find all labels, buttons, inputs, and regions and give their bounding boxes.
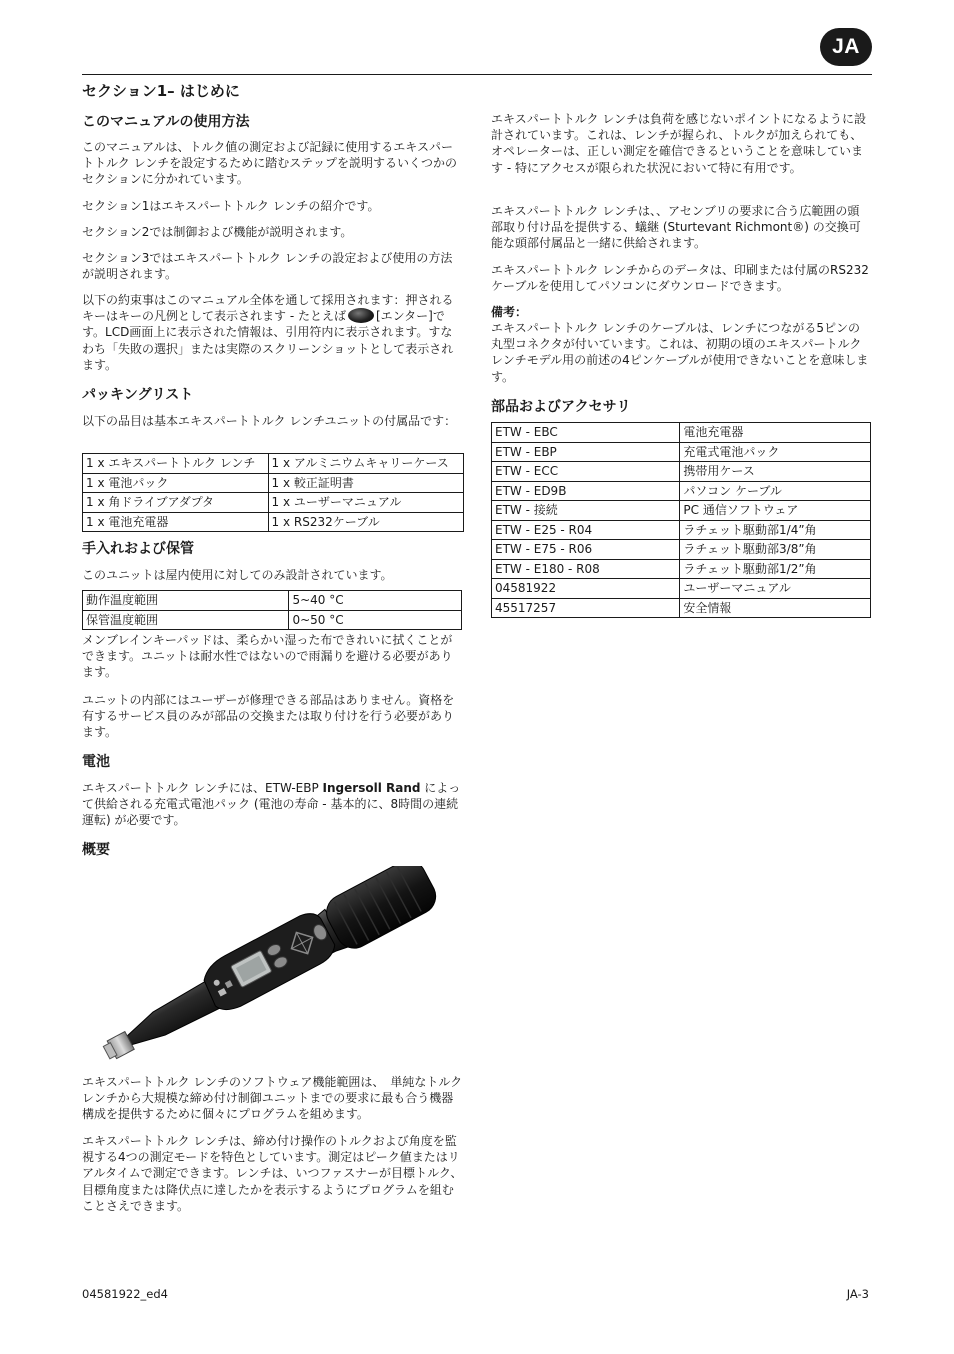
care-heading: 手入れおよび保管 [82, 541, 194, 557]
table-row [492, 559, 871, 579]
right-paragraph-1: エキスパートトルク レンチは負荷を感じないポイントになるように設計されています。これは、レンチが握られ、トルクが加えられても、オペレーターは、正しい測定を確信できるということを意味しています - 特にアクセスが限られた状況において特に有用です。 [491, 112, 867, 175]
table-cell: 動作温度範囲 [83, 591, 289, 611]
overview-paragraph-1: エキスパートトルク レンチのソフトウェア機能範囲は、 単純なトルクレンチから大規模な締め付け制御ユニットまでの要求に最も合う機器構成を提供するために個々にプログラムを組めます。 [82, 1075, 463, 1122]
table-cell: ETW - E180 - R08 [492, 559, 680, 579]
table-cell: PC 通信ソフトウェア [680, 501, 871, 521]
table-row [83, 473, 464, 493]
table-row [492, 442, 871, 462]
manual-paragraph-3: セクション2では制御および機能が説明されます。 [82, 225, 353, 239]
temperature-table [82, 590, 462, 630]
table-cell: ETW - EBP [492, 442, 680, 462]
parts-table [491, 422, 871, 618]
table-row [83, 512, 464, 532]
care-paragraph-1: メンブレインキーパッドは、柔らかい湿った布できれいに拭くことができます。ユニットは耐水性ではないので雨漏りを避ける必要があります。 [82, 633, 453, 680]
table-cell: ラチェット駆動部1/2”角 [680, 559, 871, 579]
table-row [492, 520, 871, 540]
table-cell: 安全情報 [680, 598, 871, 618]
table-cell: ETW - ED9B [492, 481, 680, 501]
table-cell: ETW - 接続 [492, 501, 680, 521]
table-cell: ETW - E25 - R04 [492, 520, 680, 540]
footer-page-number: JA-3 [846, 1287, 869, 1301]
table-cell: 保管温度範囲 [83, 610, 289, 630]
table-cell: ユーザーマニュアル [680, 579, 871, 599]
manual-paragraph-4: セクション3ではエキスパートトルク レンチの設定および使用の方法が説明されます。 [82, 251, 453, 282]
manual-paragraph-2: セクション1はエキスパートトルク レンチの紹介です。 [82, 199, 380, 213]
table-cell: ラチェット駆動部3/8”角 [680, 540, 871, 560]
table-cell: 1 x 較正証明書 [268, 473, 463, 493]
table-cell: 電池充電器 [680, 423, 871, 443]
manual-paragraph-5 [82, 292, 464, 373]
table-row [492, 462, 871, 482]
overview-heading: 概要 [82, 842, 110, 858]
care-paragraph-2: ユニットの内部にはユーザーが修理できる部品はありません。資格を有するサービス員のみが部品の交換または取り付けを行う必要があります。 [82, 693, 455, 740]
table-row [83, 454, 464, 474]
table-cell: ETW - E75 - R06 [492, 540, 680, 560]
table-row [492, 540, 871, 560]
table-cell: 1 x エキスパートトルク レンチ [83, 454, 269, 474]
table-cell: 1 x RS232ケーブル [268, 512, 463, 532]
table-cell: ETW - ECC [492, 462, 680, 482]
table-cell: 携帯用ケース [680, 462, 871, 482]
parts-heading: 部品およびアクセサリ [491, 399, 631, 415]
care-intro: このユニットは屋内使用に対してのみ設計されています。 [82, 568, 393, 582]
packing-intro: 以下の品目は基本エキスパートトルク レンチユニットの付属品です： [82, 414, 457, 428]
table-row [492, 598, 871, 618]
battery-paragraph [82, 780, 464, 829]
language-badge: JA [820, 28, 872, 66]
right-paragraph-2: エキスパートトルク レンチは、、アセンブリの要求に合う広範囲の頭部取り付け品を提供する、蟻継 (Sturtevant Richmont®) の交換可能な頭部付属品と一緒に供給されます。 [491, 204, 861, 251]
manual-heading: このマニュアルの使用方法 [82, 114, 250, 130]
section-title: セクション1– はじめに [82, 82, 240, 100]
table-row [492, 579, 871, 599]
battery-heading: 電池 [82, 754, 110, 770]
table-cell: 1 x ユーザーマニュアル [268, 493, 463, 513]
right-paragraph-3: エキスパートトルク レンチからのデータは、印刷または付属のRS232ケーブルを使用してパソコンにダウンロードできます。 [491, 263, 869, 294]
torque-wrench-image [84, 866, 454, 1062]
footer-doc-id: 04581922_ed4 [82, 1287, 168, 1301]
brand-name: Ingersoll Rand [322, 781, 421, 795]
table-cell: 0~50 °C [289, 610, 462, 630]
overview-paragraph-2: エキスパートトルク レンチは、締め付け操作のトルクおよび角度を監視する4つの測定モードを特色としています。測定はピーク値またはリアルタイムで測定できます。レンチは、いつファスナーが目標トルク、目標角度または降伏点に達したかを表示するようにプログラムを組むことさえできます。 [82, 1134, 463, 1213]
table-cell: 04581922 [492, 579, 680, 599]
table-row [492, 501, 871, 521]
table-row [492, 481, 871, 501]
packing-heading: パッキングリスト [82, 387, 194, 403]
header-rule [82, 74, 872, 75]
battery-paragraph-b: によって供給される充電式電池パック (電池の寿命 - 基本的に、8時間の連続運転) が必要です。 [82, 781, 461, 828]
table-row [83, 493, 464, 513]
table-cell: 1 x 電池パック [83, 473, 269, 493]
packing-table [82, 453, 464, 532]
table-cell: 1 x 角ドライブアダプタ [83, 493, 269, 513]
table-row [492, 423, 871, 443]
note-label: 備考： [491, 305, 528, 319]
manual-paragraph-5-a: 以下の約束事はこのマニュアル全体を通して採用されます：押されるキーはキーの凡例として表示されます - たとえば [82, 293, 454, 324]
battery-paragraph-a: エキスパートトルク レンチには、ETW-EBP [82, 781, 319, 795]
table-cell: 1 x アルミニウムキャリーケース [268, 454, 463, 474]
manual-paragraph-5-b: [エンター]です。LCD画面上に表示された情報は、引用符内に表示されます。すなわち「失敗の選択」または実際のスクリーンショットとして表示されます。 [82, 309, 454, 372]
table-row [83, 591, 462, 611]
note-text: エキスパートトルク レンチのケーブルは、レンチにつながる5ピンの丸型コネクタが付いています。これは、初期の頃のエキスパートルク レンチモデル用の前述の4ピンケーブルが使用できないことを意味します。 [491, 321, 869, 384]
table-cell: 45517257 [492, 598, 680, 618]
table-cell: パソコン ケーブル [680, 481, 871, 501]
table-cell: ETW - EBC [492, 423, 680, 443]
table-cell: 5~40 °C [289, 591, 462, 611]
table-cell: 1 x 電池充電器 [83, 512, 269, 532]
table-cell: ラチェット駆動部1/4”角 [680, 520, 871, 540]
table-row [83, 610, 462, 630]
manual-paragraph-1: このマニュアルは、トルク値の測定および記録に使用するエキスパートトルク レンチを設定するために踏むステップを説明するいくつかのセクションに分かれています。 [82, 140, 458, 187]
table-cell: 充電式電池パック [680, 442, 871, 462]
enter-key-icon [348, 308, 374, 323]
